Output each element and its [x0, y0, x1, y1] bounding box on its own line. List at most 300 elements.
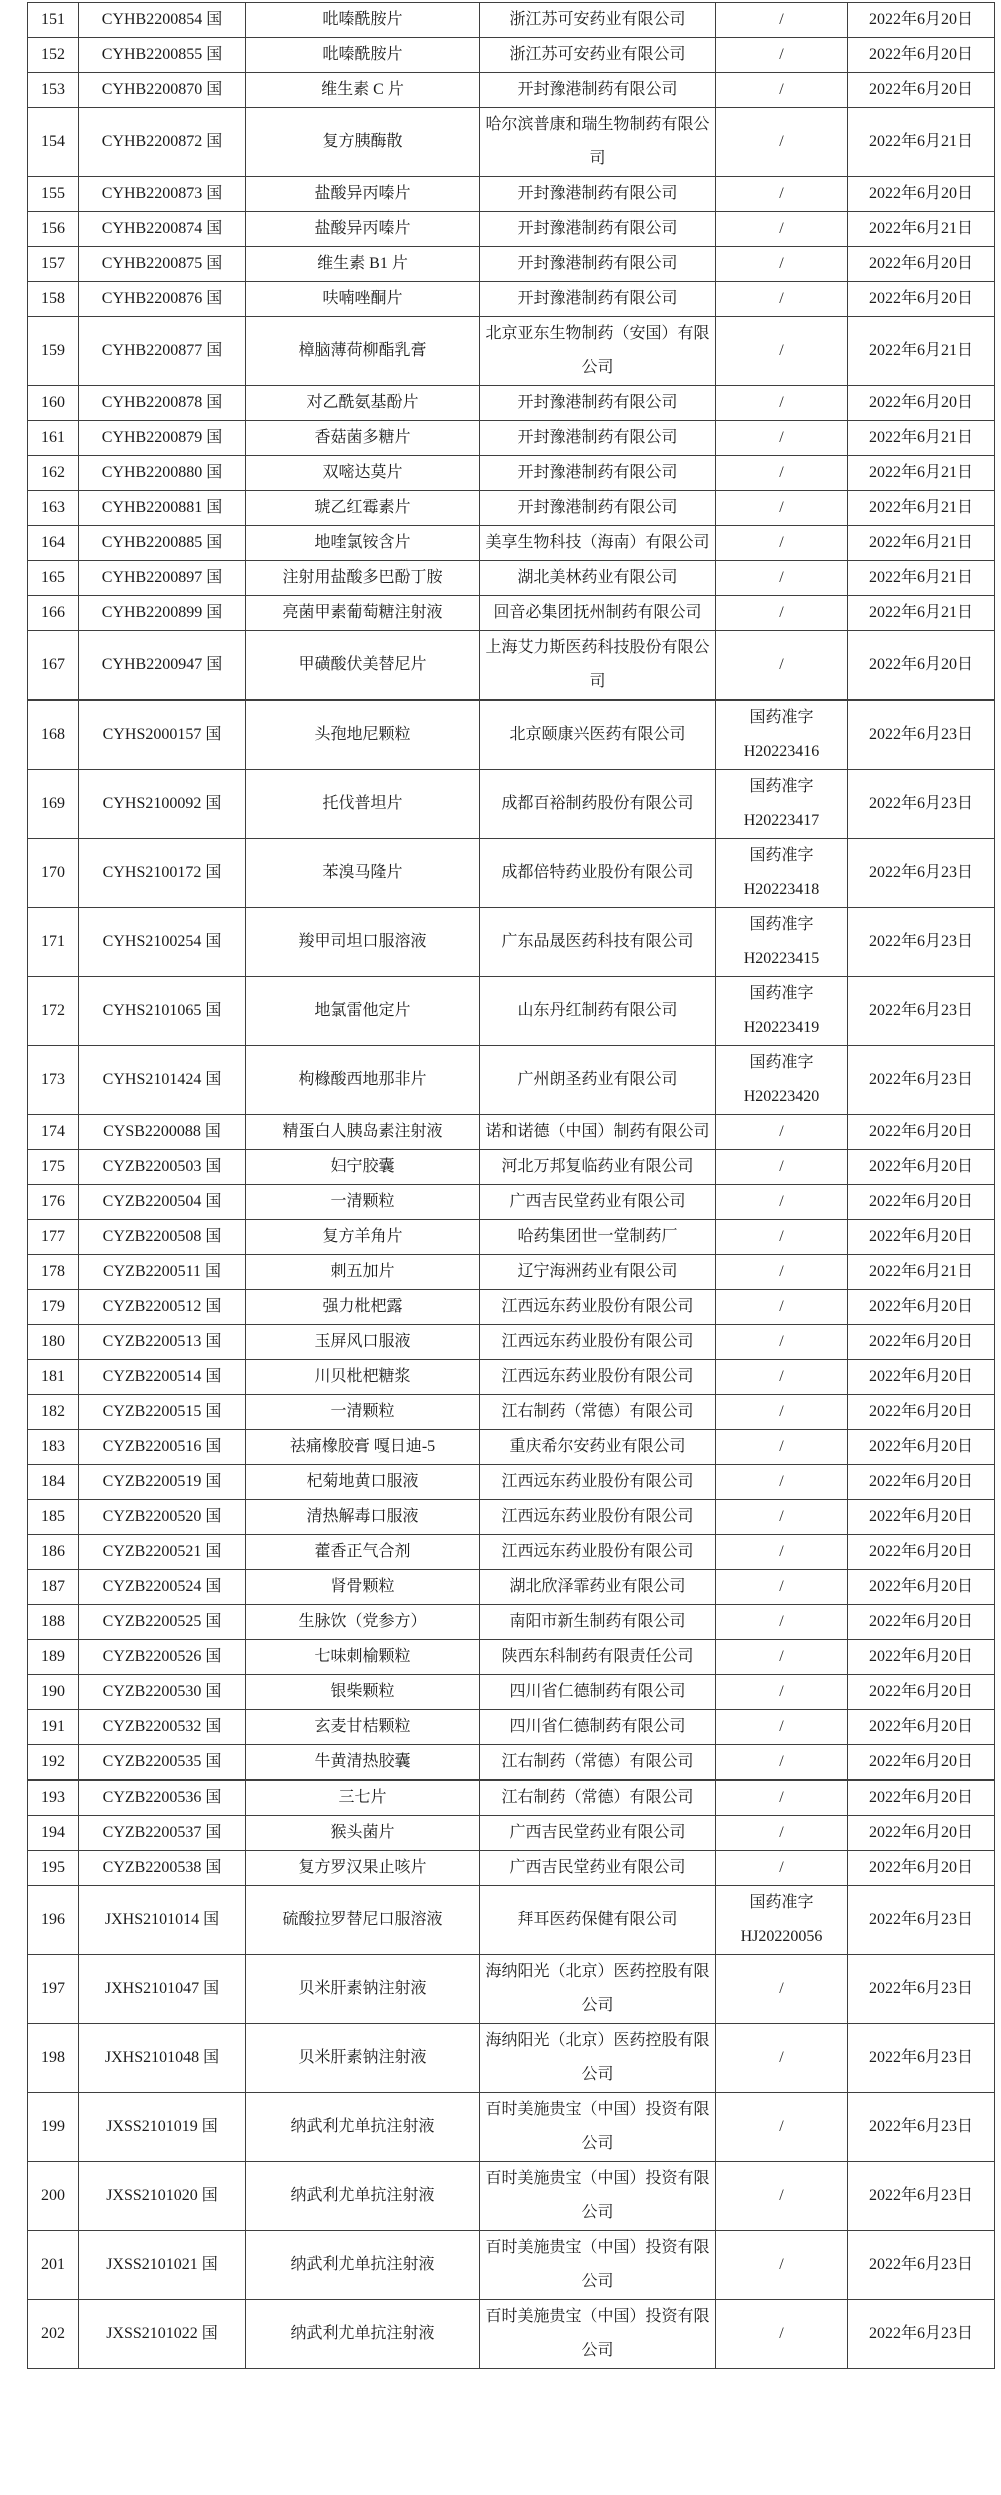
table-row — [28, 631, 995, 701]
cell-acceptance-code: CYZB2200503 国 — [79, 1150, 246, 1185]
cell-drug-name: 牛黄清热胶囊 — [246, 1745, 480, 1781]
cell-row-number: 181 — [28, 1360, 79, 1395]
cell-row-number: 171 — [28, 908, 79, 977]
cell-approval-date: 2022年6月20日 — [848, 1570, 995, 1605]
cell-approval-date: 2022年6月20日 — [848, 1360, 995, 1395]
cell-acceptance-code: CYZB2200536 国 — [79, 1780, 246, 1816]
table-row — [28, 1046, 995, 1115]
table-row — [28, 1816, 995, 1851]
table-row — [28, 73, 995, 108]
cell-acceptance-code: CYHB2200854 国 — [79, 3, 246, 38]
cell-company-name: 诺和诺德（中国）制药有限公司 — [480, 1115, 716, 1150]
cell-approval-number: / — [716, 212, 848, 247]
cell-approval-number: / — [716, 317, 848, 386]
cell-row-number: 153 — [28, 73, 79, 108]
cell-approval-number: / — [716, 1150, 848, 1185]
cell-drug-name: 银柴颗粒 — [246, 1675, 480, 1710]
cell-approval-number: / — [716, 491, 848, 526]
cell-approval-number: 国药准字H20223415 — [716, 908, 848, 977]
cell-approval-date: 2022年6月23日 — [848, 2300, 995, 2369]
cell-row-number: 164 — [28, 526, 79, 561]
table-row — [28, 596, 995, 631]
cell-company-name: 百时美施贵宝（中国）投资有限公司 — [480, 2162, 716, 2231]
cell-approval-date: 2022年6月20日 — [848, 386, 995, 421]
cell-approval-number: / — [716, 2162, 848, 2231]
cell-acceptance-code: CYHS2100172 国 — [79, 839, 246, 908]
cell-drug-name: 盐酸异丙嗪片 — [246, 177, 480, 212]
cell-acceptance-code: JXHS2101014 国 — [79, 1886, 246, 1955]
cell-row-number: 169 — [28, 770, 79, 839]
cell-row-number: 192 — [28, 1745, 79, 1781]
table-row — [28, 526, 995, 561]
cell-approval-date: 2022年6月20日 — [848, 3, 995, 38]
cell-approval-number: / — [716, 1955, 848, 2024]
cell-drug-name: 维生素 B1 片 — [246, 247, 480, 282]
cell-approval-number: / — [716, 1816, 848, 1851]
cell-row-number: 194 — [28, 1816, 79, 1851]
cell-approval-date: 2022年6月20日 — [848, 1325, 995, 1360]
cell-company-name: 开封豫港制药有限公司 — [480, 247, 716, 282]
cell-drug-name: 香菇菌多糖片 — [246, 421, 480, 456]
cell-approval-number: / — [716, 1325, 848, 1360]
cell-row-number: 191 — [28, 1710, 79, 1745]
cell-acceptance-code: CYZB2200530 国 — [79, 1675, 246, 1710]
cell-row-number: 186 — [28, 1535, 79, 1570]
cell-drug-name: 生脉饮（党参方） — [246, 1605, 480, 1640]
cell-acceptance-code: CYHB2200876 国 — [79, 282, 246, 317]
cell-approval-date: 2022年6月23日 — [848, 977, 995, 1046]
cell-company-name: 哈尔滨普康和瑞生物制药有限公司 — [480, 108, 716, 177]
cell-company-name: 江西远东药业股份有限公司 — [480, 1535, 716, 1570]
table-row — [28, 1430, 995, 1465]
cell-drug-name: 玄麦甘桔颗粒 — [246, 1710, 480, 1745]
cell-approval-number: / — [716, 2093, 848, 2162]
table-row — [28, 2231, 995, 2300]
cell-row-number: 184 — [28, 1465, 79, 1500]
cell-company-name: 江右制药（常德）有限公司 — [480, 1780, 716, 1816]
cell-approval-number: 国药准字HJ20220056 — [716, 1886, 848, 1955]
cell-row-number: 188 — [28, 1605, 79, 1640]
cell-company-name: 陕西东科制药有限责任公司 — [480, 1640, 716, 1675]
cell-approval-number: / — [716, 596, 848, 631]
cell-drug-name: 甲磺酸伏美替尼片 — [246, 631, 480, 701]
cell-row-number: 196 — [28, 1886, 79, 1955]
cell-approval-date: 2022年6月21日 — [848, 212, 995, 247]
cell-drug-name: 清热解毒口服液 — [246, 1500, 480, 1535]
cell-approval-number: / — [716, 1185, 848, 1220]
cell-drug-name: 注射用盐酸多巴酚丁胺 — [246, 561, 480, 596]
table-row — [28, 212, 995, 247]
table-row — [28, 491, 995, 526]
cell-company-name: 北京颐康兴医药有限公司 — [480, 700, 716, 770]
cell-acceptance-code: CYZB2200504 国 — [79, 1185, 246, 1220]
cell-drug-name: 强力枇杷露 — [246, 1290, 480, 1325]
cell-approval-number: / — [716, 1710, 848, 1745]
cell-company-name: 美享生物科技（海南）有限公司 — [480, 526, 716, 561]
cell-drug-name: 头孢地尼颗粒 — [246, 700, 480, 770]
cell-approval-date: 2022年6月20日 — [848, 38, 995, 73]
cell-acceptance-code: CYHB2200885 国 — [79, 526, 246, 561]
cell-company-name: 河北万邦复临药业有限公司 — [480, 1150, 716, 1185]
cell-row-number: 160 — [28, 386, 79, 421]
table-row — [28, 1745, 995, 1781]
cell-approval-number: / — [716, 1640, 848, 1675]
cell-approval-date: 2022年6月20日 — [848, 1535, 995, 1570]
cell-drug-name: 硫酸拉罗替尼口服溶液 — [246, 1886, 480, 1955]
cell-company-name: 成都倍特药业股份有限公司 — [480, 839, 716, 908]
cell-approval-date: 2022年6月20日 — [848, 1605, 995, 1640]
cell-drug-name: 盐酸异丙嗪片 — [246, 212, 480, 247]
cell-company-name: 四川省仁德制药有限公司 — [480, 1675, 716, 1710]
cell-row-number: 165 — [28, 561, 79, 596]
cell-row-number: 180 — [28, 1325, 79, 1360]
cell-drug-name: 妇宁胶囊 — [246, 1150, 480, 1185]
cell-drug-name: 地喹氯铵含片 — [246, 526, 480, 561]
cell-approval-number: / — [716, 1500, 848, 1535]
cell-company-name: 开封豫港制药有限公司 — [480, 73, 716, 108]
cell-acceptance-code: CYZB2200511 国 — [79, 1255, 246, 1290]
cell-approval-date: 2022年6月20日 — [848, 1500, 995, 1535]
table-row — [28, 2024, 995, 2093]
cell-approval-date: 2022年6月20日 — [848, 1710, 995, 1745]
cell-approval-date: 2022年6月20日 — [848, 1675, 995, 1710]
cell-acceptance-code: CYHS2101065 国 — [79, 977, 246, 1046]
cell-company-name: 开封豫港制药有限公司 — [480, 456, 716, 491]
table-row — [28, 3, 995, 38]
cell-acceptance-code: CYZB2200535 国 — [79, 1745, 246, 1781]
cell-company-name: 广西吉民堂药业有限公司 — [480, 1851, 716, 1886]
cell-approval-number: 国药准字H20223419 — [716, 977, 848, 1046]
cell-approval-date: 2022年6月20日 — [848, 1185, 995, 1220]
cell-approval-number: / — [716, 38, 848, 73]
cell-company-name: 江西远东药业股份有限公司 — [480, 1325, 716, 1360]
cell-approval-date: 2022年6月21日 — [848, 108, 995, 177]
cell-company-name: 回音必集团抚州制药有限公司 — [480, 596, 716, 631]
cell-approval-number: / — [716, 1220, 848, 1255]
cell-acceptance-code: JXHS2101048 国 — [79, 2024, 246, 2093]
cell-approval-number: 国药准字H20223418 — [716, 839, 848, 908]
cell-drug-name: 苯溴马隆片 — [246, 839, 480, 908]
table-row — [28, 908, 995, 977]
cell-approval-date: 2022年6月20日 — [848, 1851, 995, 1886]
cell-acceptance-code: CYHB2200877 国 — [79, 317, 246, 386]
cell-approval-number: / — [716, 1851, 848, 1886]
cell-row-number: 163 — [28, 491, 79, 526]
cell-company-name: 海纳阳光（北京）医药控股有限公司 — [480, 1955, 716, 2024]
cell-approval-date: 2022年6月23日 — [848, 2162, 995, 2231]
cell-row-number: 170 — [28, 839, 79, 908]
cell-approval-date: 2022年6月20日 — [848, 1430, 995, 1465]
cell-row-number: 154 — [28, 108, 79, 177]
cell-drug-name: 精蛋白人胰岛素注射液 — [246, 1115, 480, 1150]
cell-drug-name: 维生素 C 片 — [246, 73, 480, 108]
cell-acceptance-code: JXSS2101019 国 — [79, 2093, 246, 2162]
cell-approval-number: / — [716, 177, 848, 212]
cell-company-name: 开封豫港制药有限公司 — [480, 491, 716, 526]
cell-approval-date: 2022年6月20日 — [848, 1816, 995, 1851]
cell-approval-number: 国药准字H20223416 — [716, 700, 848, 770]
cell-row-number: 202 — [28, 2300, 79, 2369]
cell-drug-name: 肾骨颗粒 — [246, 1570, 480, 1605]
cell-row-number: 199 — [28, 2093, 79, 2162]
cell-drug-name: 纳武利尤单抗注射液 — [246, 2093, 480, 2162]
cell-company-name: 开封豫港制药有限公司 — [480, 386, 716, 421]
table-row — [28, 1605, 995, 1640]
table-row — [28, 2300, 995, 2369]
cell-drug-name: 枸橼酸西地那非片 — [246, 1046, 480, 1115]
cell-row-number: 201 — [28, 2231, 79, 2300]
cell-acceptance-code: CYSB2200088 国 — [79, 1115, 246, 1150]
cell-approval-number: / — [716, 1675, 848, 1710]
cell-approval-date: 2022年6月21日 — [848, 491, 995, 526]
cell-acceptance-code: CYZB2200520 国 — [79, 1500, 246, 1535]
cell-drug-name: 贝米肝素钠注射液 — [246, 2024, 480, 2093]
cell-approval-date: 2022年6月23日 — [848, 908, 995, 977]
cell-row-number: 176 — [28, 1185, 79, 1220]
cell-approval-date: 2022年6月23日 — [848, 2231, 995, 2300]
cell-approval-number: / — [716, 2024, 848, 2093]
cell-approval-date: 2022年6月23日 — [848, 1955, 995, 2024]
table-row — [28, 421, 995, 456]
cell-row-number: 197 — [28, 1955, 79, 2024]
cell-drug-name: 托伐普坦片 — [246, 770, 480, 839]
cell-approval-number: / — [716, 386, 848, 421]
cell-drug-name: 川贝枇杷糖浆 — [246, 1360, 480, 1395]
cell-drug-name: 对乙酰氨基酚片 — [246, 386, 480, 421]
table-row — [28, 108, 995, 177]
cell-company-name: 广西吉民堂药业有限公司 — [480, 1816, 716, 1851]
cell-acceptance-code: JXSS2101020 国 — [79, 2162, 246, 2231]
cell-acceptance-code: CYHB2200947 国 — [79, 631, 246, 701]
cell-company-name: 江右制药（常德）有限公司 — [480, 1745, 716, 1781]
cell-approval-date: 2022年6月21日 — [848, 317, 995, 386]
table-row — [28, 561, 995, 596]
cell-approval-number: / — [716, 282, 848, 317]
cell-row-number: 174 — [28, 1115, 79, 1150]
table-row — [28, 770, 995, 839]
cell-company-name: 广州朗圣药业有限公司 — [480, 1046, 716, 1115]
table-row — [28, 1570, 995, 1605]
cell-row-number: 167 — [28, 631, 79, 701]
cell-acceptance-code: CYHB2200878 国 — [79, 386, 246, 421]
cell-approval-date: 2022年6月20日 — [848, 1150, 995, 1185]
cell-acceptance-code: JXSS2101022 国 — [79, 2300, 246, 2369]
cell-company-name: 山东丹红制药有限公司 — [480, 977, 716, 1046]
cell-drug-name: 纳武利尤单抗注射液 — [246, 2162, 480, 2231]
cell-acceptance-code: CYHS2100254 国 — [79, 908, 246, 977]
cell-row-number: 200 — [28, 2162, 79, 2231]
cell-approval-number: / — [716, 247, 848, 282]
cell-acceptance-code: CYHB2200899 国 — [79, 596, 246, 631]
cell-acceptance-code: CYHS2000157 国 — [79, 700, 246, 770]
cell-row-number: 172 — [28, 977, 79, 1046]
cell-drug-name: 藿香正气合剂 — [246, 1535, 480, 1570]
cell-company-name: 开封豫港制药有限公司 — [480, 421, 716, 456]
cell-drug-name: 樟脑薄荷柳酯乳膏 — [246, 317, 480, 386]
cell-approval-date: 2022年6月21日 — [848, 561, 995, 596]
cell-acceptance-code: CYHB2200881 国 — [79, 491, 246, 526]
cell-drug-name: 三七片 — [246, 1780, 480, 1816]
cell-row-number: 179 — [28, 1290, 79, 1325]
cell-company-name: 湖北欣泽霏药业有限公司 — [480, 1570, 716, 1605]
cell-acceptance-code: CYHB2200874 国 — [79, 212, 246, 247]
cell-approval-date: 2022年6月20日 — [848, 1290, 995, 1325]
cell-drug-name: 复方胰酶散 — [246, 108, 480, 177]
cell-approval-number: / — [716, 1780, 848, 1816]
cell-drug-name: 复方羊角片 — [246, 1220, 480, 1255]
table-row — [28, 1465, 995, 1500]
table-row — [28, 1395, 995, 1430]
cell-approval-date: 2022年6月23日 — [848, 700, 995, 770]
cell-drug-name: 祛痛橡胶膏 嘎日迪-5 — [246, 1430, 480, 1465]
cell-drug-name: 双嘧达莫片 — [246, 456, 480, 491]
cell-company-name: 哈药集团世一堂制药厂 — [480, 1220, 716, 1255]
table-row — [28, 282, 995, 317]
cell-company-name: 海纳阳光（北京）医药控股有限公司 — [480, 2024, 716, 2093]
cell-company-name: 江西远东药业股份有限公司 — [480, 1360, 716, 1395]
cell-approval-number: / — [716, 1395, 848, 1430]
cell-approval-number: / — [716, 1115, 848, 1150]
page — [0, 2, 1001, 2495]
cell-company-name: 开封豫港制药有限公司 — [480, 212, 716, 247]
cell-company-name: 江右制药（常德）有限公司 — [480, 1395, 716, 1430]
cell-approval-date: 2022年6月20日 — [848, 282, 995, 317]
table-row — [28, 2162, 995, 2231]
cell-row-number: 190 — [28, 1675, 79, 1710]
cell-row-number: 158 — [28, 282, 79, 317]
table-row — [28, 700, 995, 770]
cell-row-number: 173 — [28, 1046, 79, 1115]
table-row — [28, 1290, 995, 1325]
cell-row-number: 189 — [28, 1640, 79, 1675]
cell-approval-number: / — [716, 1605, 848, 1640]
cell-company-name: 江西远东药业股份有限公司 — [480, 1500, 716, 1535]
cell-acceptance-code: CYZB2200537 国 — [79, 1816, 246, 1851]
cell-acceptance-code: CYZB2200513 国 — [79, 1325, 246, 1360]
table-row — [28, 386, 995, 421]
table-row — [28, 1640, 995, 1675]
cell-approval-date: 2022年6月20日 — [848, 1780, 995, 1816]
cell-company-name: 广西吉民堂药业有限公司 — [480, 1185, 716, 1220]
cell-row-number: 155 — [28, 177, 79, 212]
cell-row-number: 157 — [28, 247, 79, 282]
cell-approval-number: / — [716, 1570, 848, 1605]
cell-approval-date: 2022年6月20日 — [848, 73, 995, 108]
table-row — [28, 1150, 995, 1185]
cell-acceptance-code: CYZB2200508 国 — [79, 1220, 246, 1255]
cell-approval-number: / — [716, 1465, 848, 1500]
cell-acceptance-code: CYHB2200880 国 — [79, 456, 246, 491]
cell-acceptance-code: JXHS2101047 国 — [79, 1955, 246, 2024]
cell-approval-number: / — [716, 456, 848, 491]
cell-approval-date: 2022年6月20日 — [848, 1220, 995, 1255]
cell-acceptance-code: CYZB2200525 国 — [79, 1605, 246, 1640]
cell-approval-date: 2022年6月20日 — [848, 177, 995, 212]
cell-approval-number: / — [716, 108, 848, 177]
cell-drug-name: 琥乙红霉素片 — [246, 491, 480, 526]
cell-approval-date: 2022年6月21日 — [848, 421, 995, 456]
cell-company-name: 拜耳医药保健有限公司 — [480, 1886, 716, 1955]
cell-row-number: 159 — [28, 317, 79, 386]
cell-drug-name: 贝米肝素钠注射液 — [246, 1955, 480, 2024]
cell-company-name: 湖北美林药业有限公司 — [480, 561, 716, 596]
cell-drug-name: 地氯雷他定片 — [246, 977, 480, 1046]
cell-approval-number: / — [716, 1745, 848, 1781]
cell-company-name: 百时美施贵宝（中国）投资有限公司 — [480, 2093, 716, 2162]
cell-row-number: 175 — [28, 1150, 79, 1185]
cell-row-number: 185 — [28, 1500, 79, 1535]
cell-row-number: 161 — [28, 421, 79, 456]
table-body — [28, 3, 995, 2369]
cell-acceptance-code: CYZB2200524 国 — [79, 1570, 246, 1605]
table-row — [28, 1325, 995, 1360]
cell-acceptance-code: CYZB2200526 国 — [79, 1640, 246, 1675]
table-row — [28, 839, 995, 908]
cell-row-number: 166 — [28, 596, 79, 631]
cell-approval-number: / — [716, 1255, 848, 1290]
cell-approval-date: 2022年6月20日 — [848, 1745, 995, 1781]
cell-drug-name: 猴头菌片 — [246, 1816, 480, 1851]
cell-approval-number: / — [716, 1360, 848, 1395]
table-row — [28, 977, 995, 1046]
cell-approval-date: 2022年6月23日 — [848, 2024, 995, 2093]
cell-drug-name: 一清颗粒 — [246, 1185, 480, 1220]
cell-approval-number: / — [716, 421, 848, 456]
cell-acceptance-code: CYHB2200872 国 — [79, 108, 246, 177]
cell-row-number: 177 — [28, 1220, 79, 1255]
cell-company-name: 浙江苏可安药业有限公司 — [480, 38, 716, 73]
table-row — [28, 1535, 995, 1570]
cell-approval-number: / — [716, 3, 848, 38]
table-row — [28, 1955, 995, 2024]
table-row — [28, 247, 995, 282]
table-row — [28, 456, 995, 491]
cell-acceptance-code: CYHB2200873 国 — [79, 177, 246, 212]
cell-approval-date: 2022年6月23日 — [848, 2093, 995, 2162]
cell-company-name: 百时美施贵宝（中国）投资有限公司 — [480, 2300, 716, 2369]
cell-company-name: 上海艾力斯医药科技股份有限公司 — [480, 631, 716, 701]
table-row — [28, 1675, 995, 1710]
cell-company-name: 重庆希尔安药业有限公司 — [480, 1430, 716, 1465]
table-row — [28, 38, 995, 73]
cell-acceptance-code: CYHS2100092 国 — [79, 770, 246, 839]
table-row — [28, 1185, 995, 1220]
cell-approval-number: 国药准字H20223420 — [716, 1046, 848, 1115]
cell-drug-name: 纳武利尤单抗注射液 — [246, 2231, 480, 2300]
table-row — [28, 177, 995, 212]
cell-company-name: 广东品晟医药科技有限公司 — [480, 908, 716, 977]
cell-company-name: 江西远东药业股份有限公司 — [480, 1290, 716, 1325]
cell-acceptance-code: CYHB2200855 国 — [79, 38, 246, 73]
cell-company-name: 北京亚东生物制药（安国）有限公司 — [480, 317, 716, 386]
cell-acceptance-code: CYZB2200515 国 — [79, 1395, 246, 1430]
cell-acceptance-code: CYHB2200897 国 — [79, 561, 246, 596]
table-row — [28, 1851, 995, 1886]
cell-approval-date: 2022年6月21日 — [848, 526, 995, 561]
cell-company-name: 开封豫港制药有限公司 — [480, 282, 716, 317]
cell-row-number: 152 — [28, 38, 79, 73]
cell-drug-name: 一清颗粒 — [246, 1395, 480, 1430]
cell-row-number: 182 — [28, 1395, 79, 1430]
table-row — [28, 1220, 995, 1255]
cell-row-number: 156 — [28, 212, 79, 247]
table-row — [28, 1360, 995, 1395]
cell-acceptance-code: CYHS2101424 国 — [79, 1046, 246, 1115]
cell-acceptance-code: CYZB2200512 国 — [79, 1290, 246, 1325]
cell-company-name: 成都百裕制药股份有限公司 — [480, 770, 716, 839]
cell-company-name: 辽宁海洲药业有限公司 — [480, 1255, 716, 1290]
cell-drug-name: 吡嗪酰胺片 — [246, 3, 480, 38]
